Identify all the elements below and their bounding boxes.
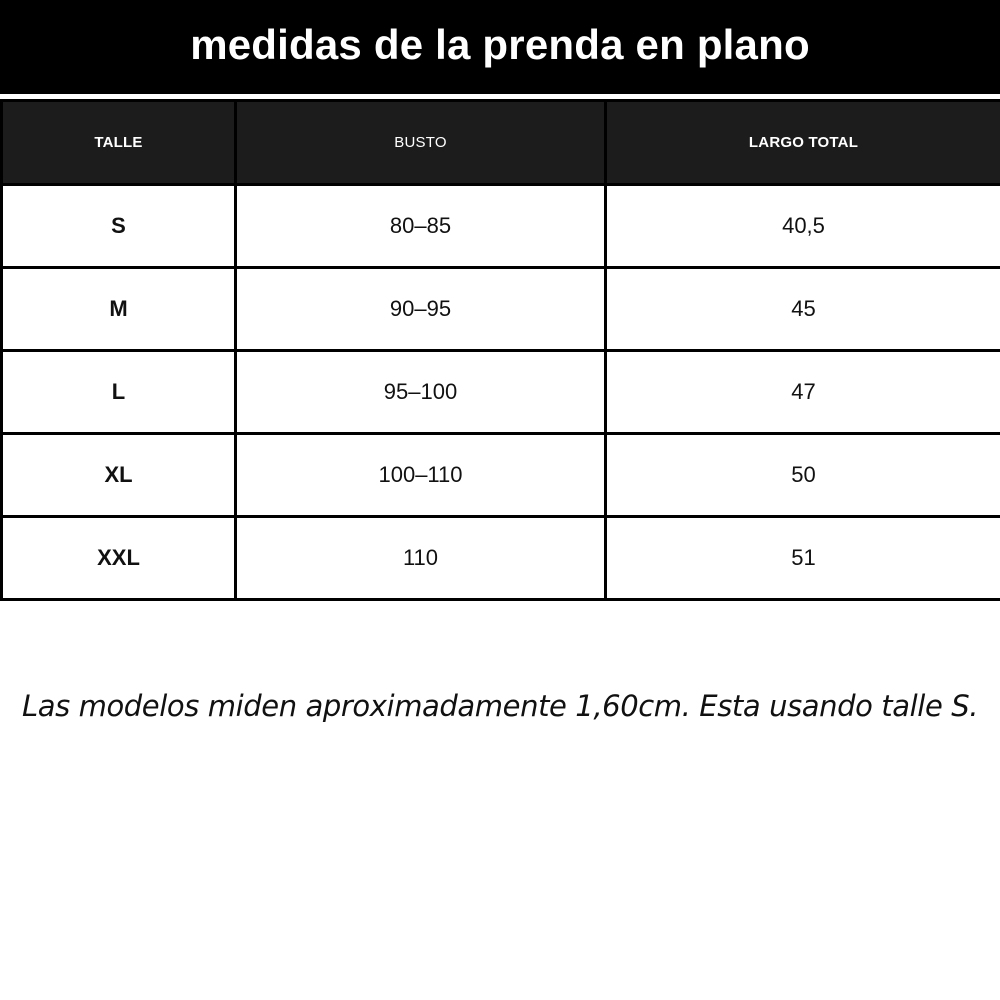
table-row bbox=[2, 268, 1000, 351]
length-cell: 40,5 bbox=[606, 185, 1000, 268]
header-size: TALLE bbox=[2, 101, 236, 185]
model-note: Las modelos miden aproximadamente 1,60cm. Esta usando talle S. bbox=[21, 689, 979, 723]
size-chart-table bbox=[0, 99, 1000, 601]
bust-cell: 80–85 bbox=[236, 185, 606, 268]
size-cell: XL bbox=[2, 434, 236, 517]
length-cell: 51 bbox=[606, 517, 1000, 600]
bust-cell: 100–110 bbox=[236, 434, 606, 517]
bust-cell: 95–100 bbox=[236, 351, 606, 434]
size-cell: XXL bbox=[2, 517, 236, 600]
length-cell: 45 bbox=[606, 268, 1000, 351]
table-row bbox=[2, 185, 1000, 268]
size-cell: S bbox=[2, 185, 236, 268]
table-header-row bbox=[2, 101, 1000, 185]
size-cell: L bbox=[2, 351, 236, 434]
bust-cell: 90–95 bbox=[236, 268, 606, 351]
table-row bbox=[2, 517, 1000, 600]
table-row bbox=[2, 434, 1000, 517]
length-cell: 50 bbox=[606, 434, 1000, 517]
bust-cell: 110 bbox=[236, 517, 606, 600]
length-cell: 47 bbox=[606, 351, 1000, 434]
header-length: LARGO TOTAL bbox=[606, 101, 1000, 185]
header-bust: BUSTO bbox=[236, 101, 606, 185]
page-title: medidas de la prenda en plano bbox=[190, 21, 810, 68]
size-cell: M bbox=[2, 268, 236, 351]
title-banner bbox=[0, 0, 1000, 94]
table-row bbox=[2, 351, 1000, 434]
